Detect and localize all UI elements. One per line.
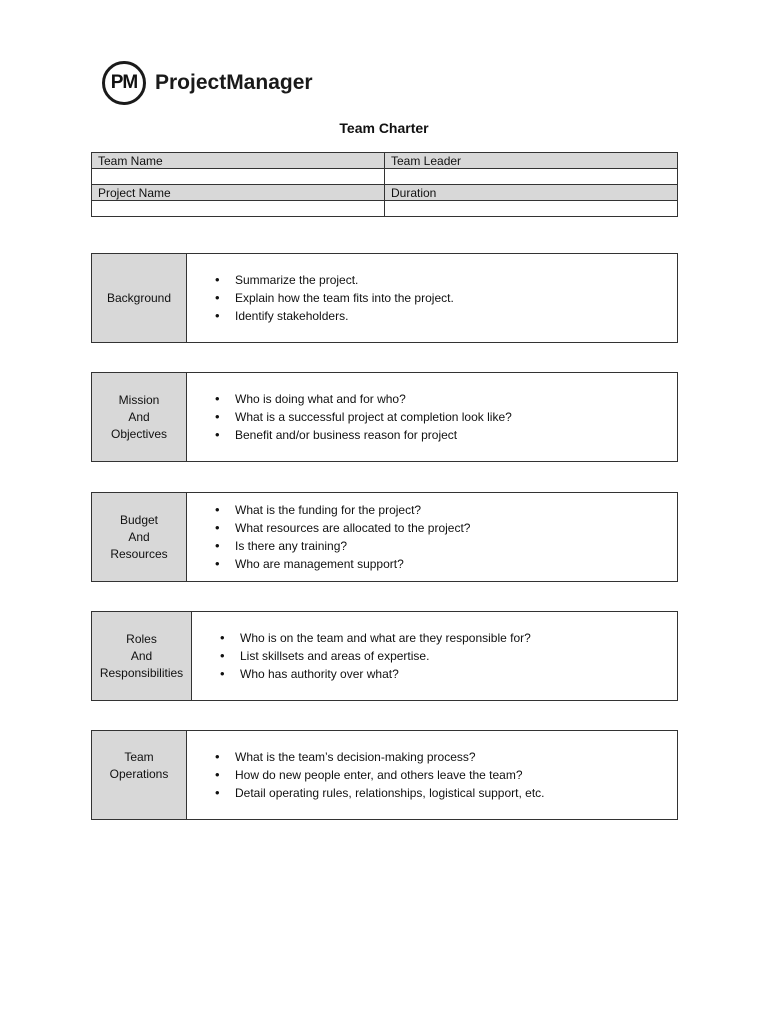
list-item: • Who has authority over what? bbox=[216, 665, 531, 683]
list-item: • Detail operating rules, relationships, logistical support, etc. bbox=[211, 784, 545, 802]
section-label-line: Resources bbox=[110, 546, 168, 561]
section-label bbox=[92, 731, 187, 819]
section-budget-resources bbox=[91, 492, 678, 582]
section-background bbox=[91, 253, 678, 343]
section-label bbox=[92, 254, 187, 342]
section-label bbox=[92, 612, 192, 700]
list-item: • What is the team’s decision-making process? bbox=[211, 748, 545, 766]
list-item: • How do new people enter, and others leave the team? bbox=[211, 766, 545, 784]
section-roles-responsibilities bbox=[91, 611, 678, 701]
project-name-field[interactable] bbox=[92, 201, 385, 217]
list-item: • Who is on the team and what are they responsible for? bbox=[216, 629, 531, 647]
projectmanager-logo bbox=[90, 48, 330, 118]
team-name-label: Team Name bbox=[92, 153, 385, 169]
list-item: • What is the funding for the project? bbox=[211, 501, 470, 519]
list-item: • List skillsets and areas of expertise. bbox=[216, 647, 531, 665]
section-label-line: Team bbox=[124, 750, 154, 764]
section-label-line: Objectives bbox=[110, 426, 168, 441]
team-name-field[interactable] bbox=[92, 169, 385, 185]
section-label bbox=[92, 493, 187, 581]
section-label-line: And bbox=[128, 409, 150, 424]
team-leader-label: Team Leader bbox=[385, 153, 678, 169]
list-item: • Summarize the project. bbox=[211, 271, 454, 289]
list-item: • What resources are allocated to the project? bbox=[211, 519, 470, 537]
duration-field[interactable] bbox=[385, 201, 678, 217]
section-label-line: Background bbox=[106, 290, 172, 305]
list-item: • Identify stakeholders. bbox=[211, 307, 454, 325]
list-item: • Explain how the team fits into the project. bbox=[211, 289, 454, 307]
logo-wordmark: ProjectManager bbox=[155, 71, 313, 94]
section-label-line: Budget bbox=[119, 512, 159, 527]
section-label-line: Responsibilities bbox=[99, 665, 184, 680]
list-item: • What is a successful project at completion look like? bbox=[211, 408, 512, 426]
bullet-list bbox=[211, 271, 454, 325]
list-item: • Is there any training? bbox=[211, 537, 470, 555]
section-content[interactable] bbox=[187, 373, 677, 461]
section-label bbox=[92, 373, 187, 461]
section-content[interactable] bbox=[187, 493, 677, 581]
section-label-line: Operations bbox=[109, 767, 169, 781]
section-content[interactable] bbox=[187, 731, 677, 819]
duration-label: Duration bbox=[385, 185, 678, 201]
section-content[interactable] bbox=[192, 612, 677, 700]
document-title: Team Charter bbox=[339, 120, 429, 136]
bullet-list bbox=[211, 390, 512, 444]
bullet-list bbox=[211, 748, 545, 802]
section-label-line: And bbox=[130, 648, 153, 663]
section-team-operations bbox=[91, 730, 678, 820]
section-label-line: And bbox=[128, 529, 150, 544]
charter-header-table bbox=[91, 152, 678, 217]
bullet-list bbox=[216, 629, 531, 683]
project-name-label: Project Name bbox=[92, 185, 385, 201]
pm-logo-icon: PM bbox=[102, 61, 146, 105]
section-label-line: Mission bbox=[118, 392, 160, 407]
section-label-line: Roles bbox=[126, 631, 157, 646]
bullet-list bbox=[211, 501, 470, 573]
list-item: • Benefit and/or business reason for project bbox=[211, 426, 512, 444]
team-leader-field[interactable] bbox=[385, 169, 678, 185]
section-mission-objectives bbox=[91, 372, 678, 462]
section-content[interactable] bbox=[187, 254, 677, 342]
list-item: • Who is doing what and for who? bbox=[211, 390, 512, 408]
list-item: • Who are management support? bbox=[211, 555, 470, 573]
